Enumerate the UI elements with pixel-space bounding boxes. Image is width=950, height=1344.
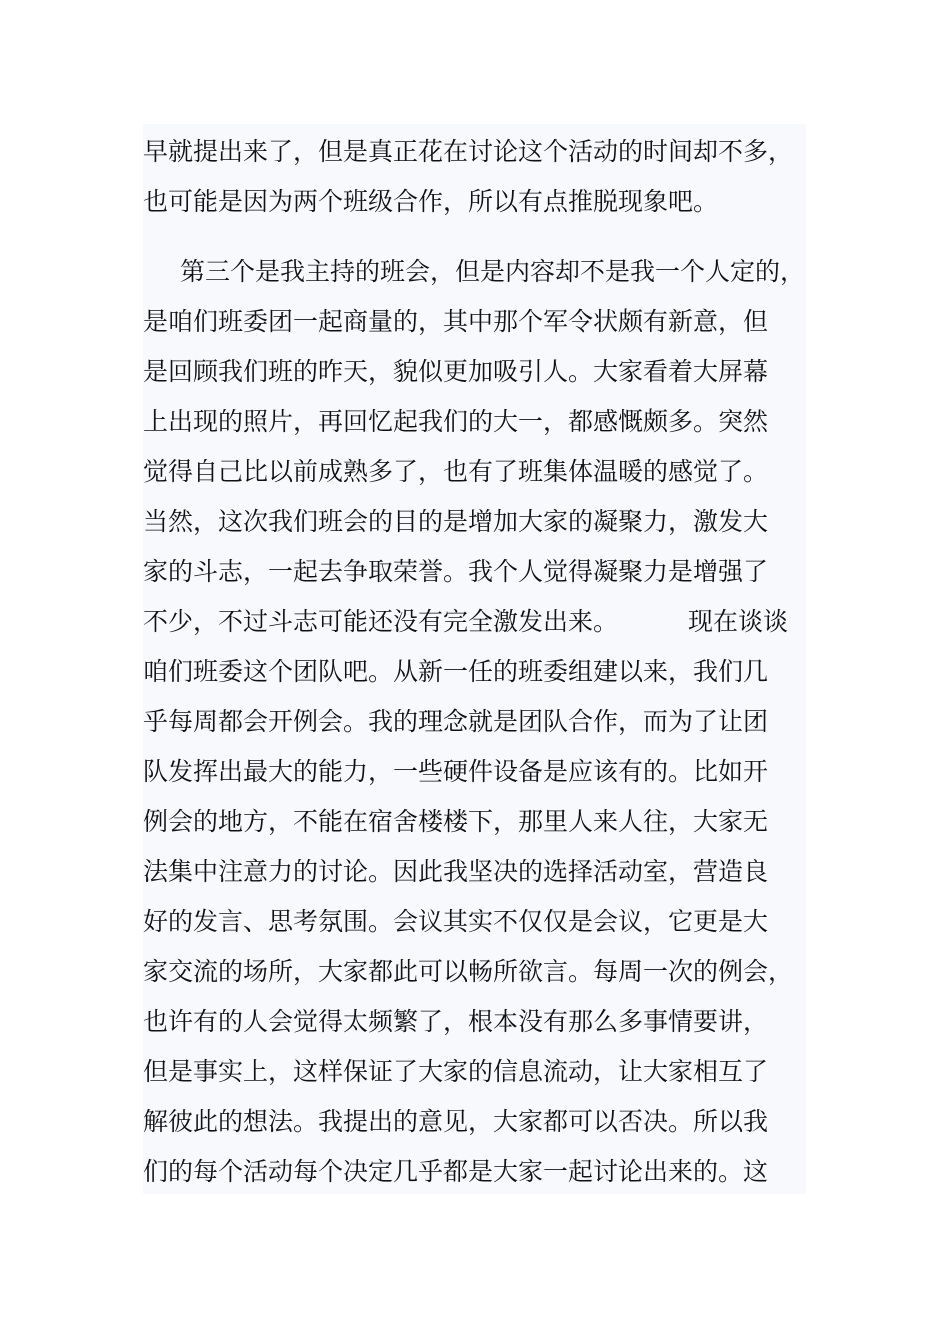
text-line: 解彼此的想法。我提出的意见，大家都可以否决。所以我 <box>143 1107 769 1136</box>
text-line: 好的发言、思考氛围。会议其实不仅仅是会议，它更是大 <box>143 907 769 936</box>
text-line: 早就提出来了，但是真正花在讨论这个活动的时间却不多， <box>143 137 794 166</box>
text-line-fragment: 现在谈谈 <box>688 607 789 636</box>
text-line: 们的每个活动每个决定几乎都是大家一起讨论出来的。这 <box>143 1157 769 1186</box>
text-line: 是回顾我们班的昨天，貌似更加吸引人。大家看着大屏幕 <box>143 357 769 386</box>
text-line: 咱们班委这个团队吧。从新一任的班委组建以来，我们几 <box>143 657 769 686</box>
text-line: 也可能是因为两个班级合作，所以有点推脱现象吧。 <box>143 187 719 216</box>
text-line: 队发挥出最大的能力，一些硬件设备是应该有的。比如开 <box>143 757 769 786</box>
text-line: 家的斗志，一起去争取荣誉。我个人觉得凝聚力是增强了 <box>143 557 769 586</box>
text-line: 是咱们班委团一起商量的，其中那个军令状颇有新意，但 <box>143 307 769 336</box>
text-line: 法集中注意力的讨论。因此我坚决的选择活动室，营造良 <box>143 857 769 886</box>
text-line: 但是事实上，这样保证了大家的信息流动，让大家相互了 <box>143 1057 769 1086</box>
text-line: 当然，这次我们班会的目的是增加大家的凝聚力，激发大 <box>143 507 769 536</box>
text-line: 上出现的照片，再回忆起我们的大一，都感慨颇多。突然 <box>143 407 769 436</box>
text-line: 觉得自己比以前成熟多了，也有了班集体温暖的感觉了。 <box>143 457 769 486</box>
text-line: 家交流的场所，大家都此可以畅所欲言。每周一次的例会， <box>143 957 794 986</box>
text-line: 不少，不过斗志可能还没有完全激发出来。 <box>143 607 619 636</box>
text-line: 例会的地方，不能在宿舍楼楼下，那里人来人往，大家无 <box>143 807 769 836</box>
text-line: 乎每周都会开例会。我的理念就是团队合作，而为了让团 <box>143 707 769 736</box>
text-line-indented: 第三个是我主持的班会，但是内容却不是我一个人定的， <box>180 257 806 286</box>
text-line: 也许有的人会觉得太频繁了，根本没有那么多事情要讲， <box>143 1007 769 1036</box>
